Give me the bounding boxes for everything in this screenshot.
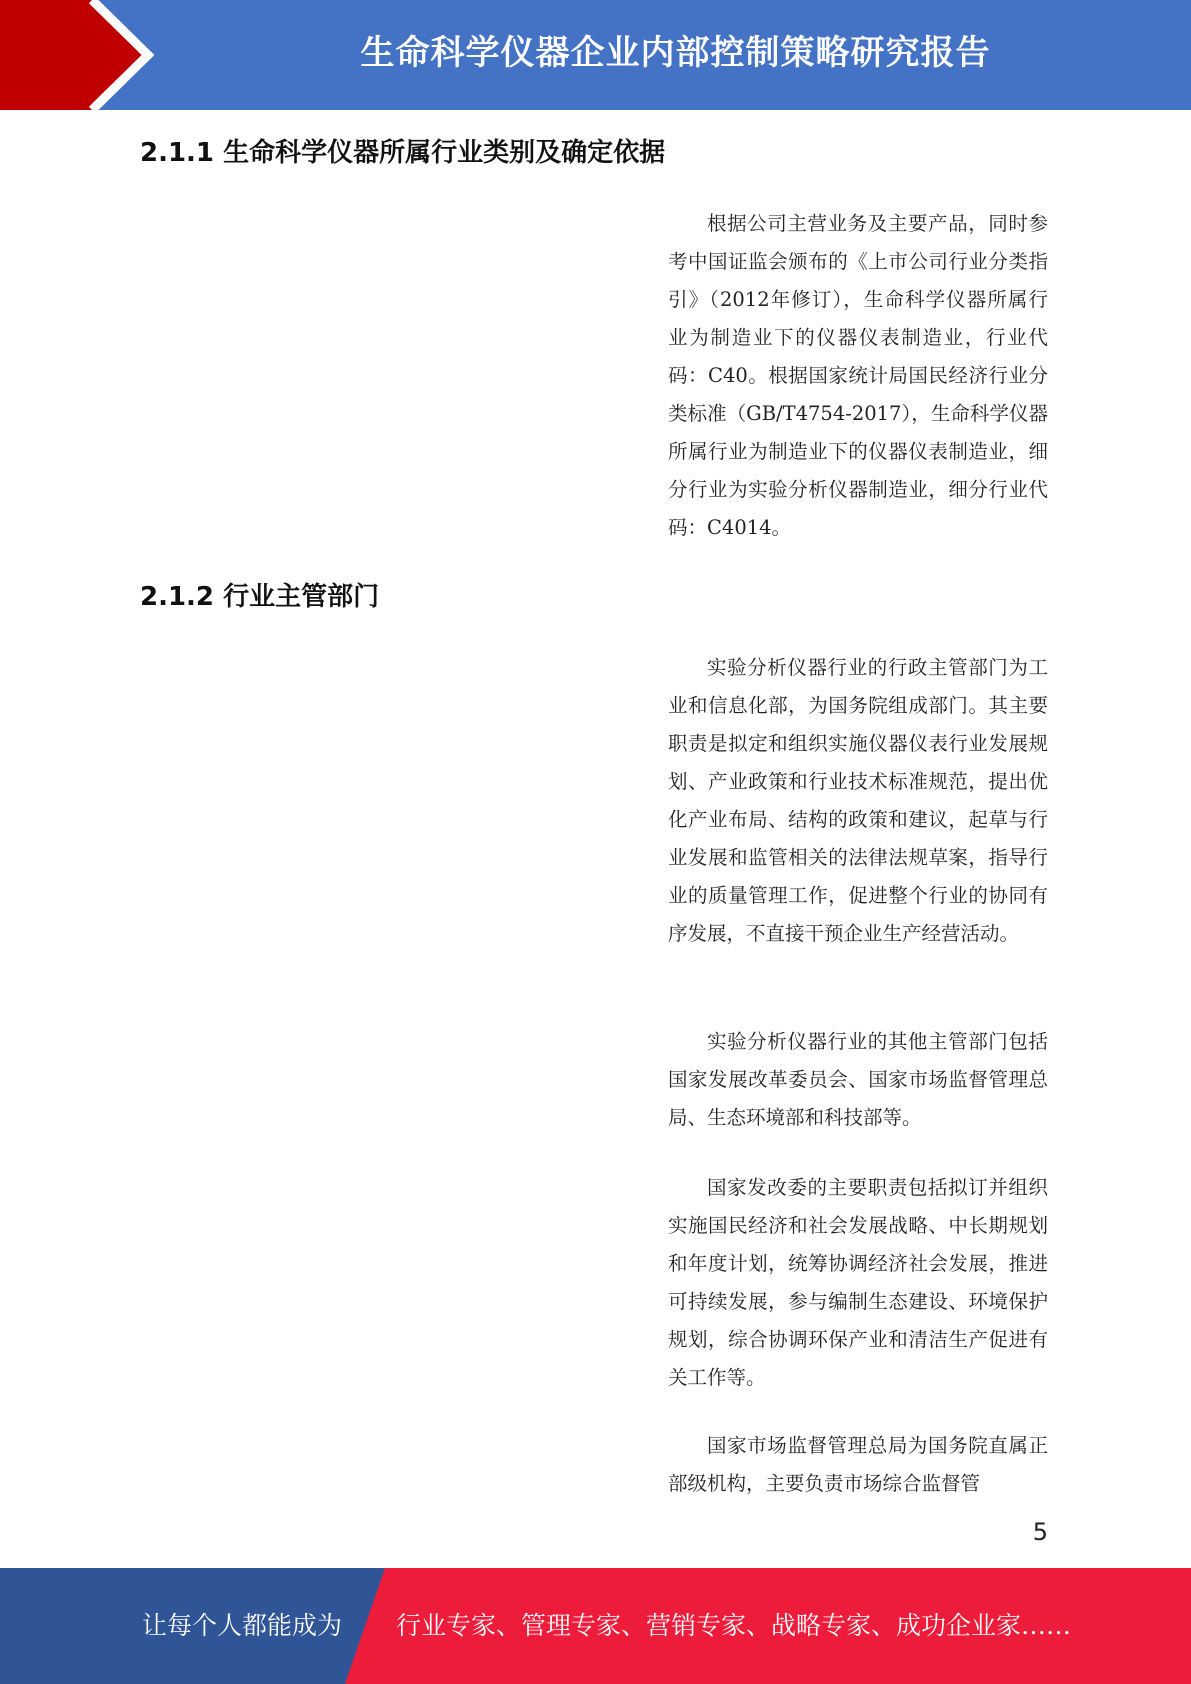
footer-slogan-right: 行业专家、管理专家、营销专家、战略专家、成功企业家…… bbox=[396, 1611, 1072, 1640]
section-heading-2-1-2: 2.1.2 行业主管部门 bbox=[140, 582, 380, 612]
section-2-1-2-body-2 bbox=[668, 1023, 1048, 1137]
page-header bbox=[0, 0, 1191, 110]
section-heading-2-1-1: 2.1.1 生命科学仪器所属行业类别及确定依据 bbox=[140, 138, 666, 168]
section-2-1-2-body-4 bbox=[668, 1427, 1048, 1503]
page-number: 5 bbox=[1032, 1518, 1048, 1546]
page-footer bbox=[0, 1568, 1191, 1684]
section-2-1-1-body bbox=[668, 205, 1048, 547]
report-title: 生命科学仪器企业内部控制策略研究报告 bbox=[360, 33, 991, 73]
section-2-1-2-body-3 bbox=[668, 1169, 1048, 1397]
paragraph: 国家发改委的主要职责包括拟订并组织实施国民经济和社会发展战略、中长期规划和年度计划，统筹协调经济社会发展，推进可持续发展，参与编制生态建设、环境保护规划，综合协调环保产业和清洁生产促进有关工作等。 bbox=[668, 1176, 1048, 1389]
paragraph: 实验分析仪器行业的行政主管部门为工业和信息化部，为国务院组成部门。其主要职责是拟定和组织实施仪器仪表行业发展规划、产业政策和行业技术标准规范，提出优化产业布局、结构的政策和建议，起草与行业发展和监管相关的法律法规草案，指导行业的质量管理工作，促进整个行业的协同有序发展，不直接干预企业生产经营活动。 bbox=[668, 656, 1048, 945]
paragraph: 实验分析仪器行业的其他主管部门包括国家发展改革委员会、国家市场监督管理总局、生态环境部和科技部等。 bbox=[668, 1030, 1048, 1129]
footer-slogan-left: 让每个人都能成为 bbox=[142, 1611, 343, 1640]
paragraph: 根据公司主营业务及主要产品，同时参考中国证监会颁布的《上市公司行业分类指引》（2012年修订），生命科学仪器所属行业为制造业下的仪器仪表制造业，行业代码：C40。根据国家统计局国民经济行业分类标准（GB/T4754-2017），生命科学仪器所属行业为制造业下的仪器仪表制造业，细分行业为实验分析仪器制造业，细分行业代码：C4014。 bbox=[668, 212, 1048, 539]
section-2-1-2-body bbox=[668, 649, 1048, 953]
paragraph: 国家市场监督管理总局为国务院直属正部级机构，主要负责市场综合监督管 bbox=[668, 1434, 1048, 1495]
